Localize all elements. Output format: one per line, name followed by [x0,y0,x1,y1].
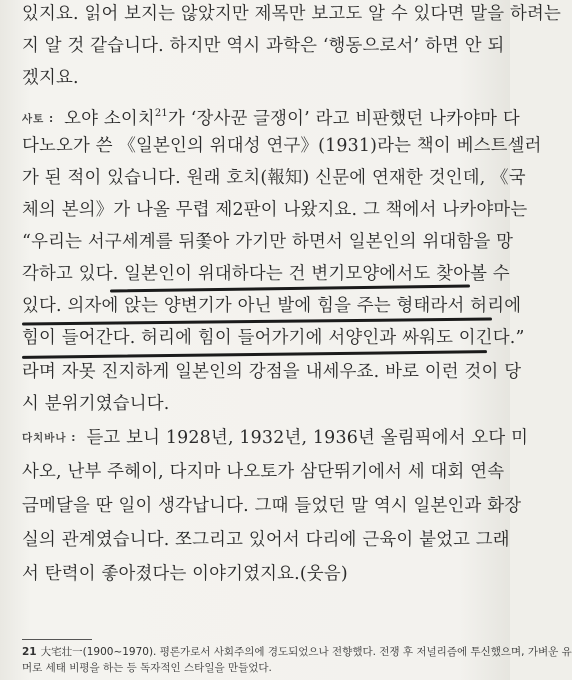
speaker-paragraph-sato [22,102,520,131]
body-line: 힘이 들어간다. 허리에 힘이 들어가기에 서양인과 싸워도 이긴다.” [22,328,525,348]
body-line: 있다. 의자에 앉는 양변기가 아닌 발에 힘을 주는 형태라서 허리에 [22,296,522,316]
body-line: 라며 자못 진지하게 일본인의 강점을 내세우죠. 바로 이런 것이 당 [22,362,522,382]
body-line: 지 알 것 같습니다. 하지만 역시 과학은 ‘행동으로서’ 하면 안 되 [22,36,505,56]
body-text: 가 ‘장사꾼 글쟁이’ 라고 비판했던 나카야마 다 [168,109,520,129]
speaker-label: 다치바나 : [22,432,77,444]
body-line: 사오, 난부 주헤이, 다지마 나오토가 삼단뛰기에서 세 대회 연속 [22,462,505,482]
footnote-continued: 머로 세태 비평을 하는 등 독자적인 스타일을 만들었다. [22,662,272,674]
body-line: 서 탄력이 좋아졌다는 이야기였지요.(웃음) [22,564,348,584]
footnote-rule [22,639,92,640]
body-line: 가 된 적이 있습니다. 원래 호치(報知) 신문에 연재한 것인데, 《국 [22,168,526,188]
body-text: 듣고 보니 1928년, 1932년, 1936년 올림픽에서 오다 미 [86,428,529,448]
body-text: 오야 소이치 [64,109,155,129]
pen-underline [22,350,487,358]
footnote-number: 21 [22,646,37,658]
body-line: 각하고 있다. 일본인이 위대하다는 건 변기모양에서도 찾아볼 수 [22,264,510,284]
body-line: 금메달을 딴 일이 생각납니다. 그때 들었던 말 역시 일본인과 화장 [22,496,522,516]
footnote-ref: 21 [154,108,168,119]
body-line: 다노오가 쓴 《일본인의 위대성 연구》(1931)라는 책이 베스트셀러 [22,136,542,156]
speaker-paragraph-tachibana [22,426,529,450]
body-line: “우리는 서구세계를 뒤쫓아 가기만 하면서 일본인의 위대함을 망 [22,232,514,252]
body-line: 시 분위기였습니다. [22,394,170,414]
pen-underline [22,318,492,325]
footnote: 21 大宅壮一(1900~1970). 평론가로서 사회주의에 경도되었으나 전향했다. 전쟁 후 저널리즘에 투신했으며, 가벼운 유 [22,646,572,658]
body-line: 있지요. 읽어 보지는 않았지만 제목만 보고도 알 수 있다면 말을 하려는 [22,4,561,24]
body-line: 실의 관계였습니다. 쪼그리고 있어서 다리에 근육이 붙었고 그래 [22,530,510,550]
speaker-label: 사토 : [22,113,55,125]
body-line: 겠지요. [22,68,79,88]
body-line: 체의 본의》가 나올 무렵 제2판이 나왔지요. 그 책에서 나카야마는 [22,200,528,220]
